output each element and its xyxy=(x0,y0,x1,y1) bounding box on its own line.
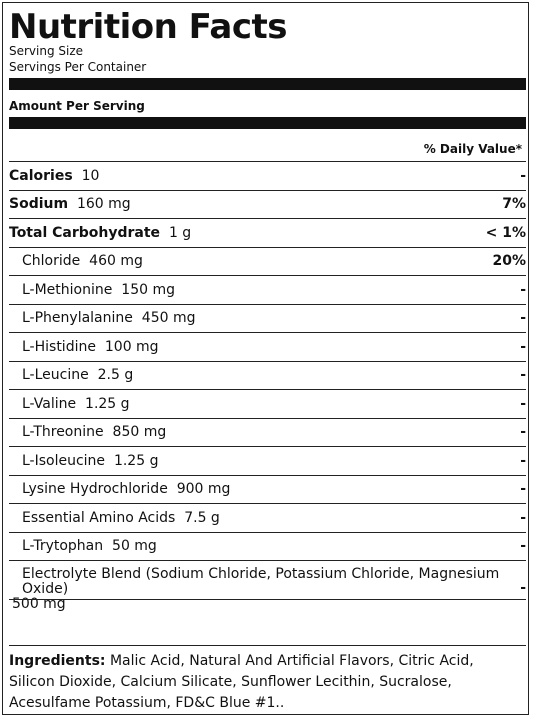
ingredients-label: Ingredients: xyxy=(9,653,106,669)
nutrient-rows xyxy=(9,161,526,612)
nutrient-name: Calories xyxy=(9,167,73,184)
nutrient-daily-value: - xyxy=(520,580,526,596)
nutrient-name: L-Histidine xyxy=(22,338,96,355)
nutrient-name: L-Leucine xyxy=(22,367,89,384)
nutrient-daily-value: - xyxy=(520,538,526,555)
nutrient-name: L-Methionine xyxy=(22,281,113,298)
nutrient-daily-value: - xyxy=(520,281,526,298)
nutrient-daily-value: - xyxy=(520,481,526,498)
nutrient-row-l-histidine xyxy=(9,332,526,361)
nutrient-name: Electrolyte Blend (Sodium Chloride, Potassium Chloride, Magnesium Oxide) xyxy=(22,566,500,597)
nutrient-daily-value: - xyxy=(520,338,526,355)
nutrient-row-l-methionine xyxy=(9,275,526,304)
nutrient-amount: 900 mg xyxy=(176,481,231,498)
nutrient-row-l-isoleucine xyxy=(9,446,526,475)
nutrient-daily-value: - xyxy=(520,310,526,327)
nutrient-name: L-Threonine xyxy=(22,424,104,441)
nutrient-row-calories xyxy=(9,161,526,190)
nutrient-row-l-phenylalanine xyxy=(9,304,526,333)
nutrient-daily-value: - xyxy=(520,509,526,526)
thick-divider-top xyxy=(9,78,526,90)
nutrient-daily-value: - xyxy=(520,367,526,384)
nutrient-row-essential-amino-acids xyxy=(9,503,526,532)
nutrient-name: Chloride xyxy=(22,253,81,270)
nutrient-amount: 1.25 g xyxy=(85,395,130,412)
nutrient-row-chloride xyxy=(9,247,526,276)
nutrient-name: L-Valine xyxy=(22,395,77,412)
nutrient-daily-value: 20% xyxy=(492,253,526,270)
nutrient-name: Essential Amino Acids xyxy=(22,509,176,526)
nutrient-daily-value: < 1% xyxy=(485,224,526,241)
divider-before-ingredients xyxy=(9,645,526,646)
nutrient-row-electrolyte-blend xyxy=(9,560,526,612)
nutrient-amount: 460 mg xyxy=(89,253,143,270)
nutrient-name: Lysine Hydrochloride xyxy=(22,481,168,498)
nutrient-daily-value: - xyxy=(520,452,526,469)
nutrient-row-l-threonine xyxy=(9,418,526,447)
nutrient-name: L-Trytophan xyxy=(22,538,104,555)
nutrient-amount: 160 mg xyxy=(76,196,131,213)
nutrition-facts-label xyxy=(2,2,529,715)
nutrient-amount: 7.5 g xyxy=(184,509,220,526)
nutrient-amount: 850 mg xyxy=(112,424,167,441)
nutrient-name: L-Phenylalanine xyxy=(22,310,133,327)
label-title: Nutrition Facts xyxy=(9,7,287,47)
nutrient-row-l-trytophan xyxy=(9,532,526,561)
nutrient-amount: 100 mg xyxy=(104,338,159,355)
daily-value-header: % Daily Value* xyxy=(423,142,522,156)
nutrient-amount: 450 mg xyxy=(141,310,196,327)
nutrient-daily-value: 7% xyxy=(502,196,526,213)
nutrient-amount: 500 mg xyxy=(12,596,66,612)
nutrient-row-l-leucine xyxy=(9,361,526,390)
nutrient-row-sodium xyxy=(9,190,526,219)
nutrient-daily-value: - xyxy=(520,424,526,441)
nutrient-amount: 10 xyxy=(81,167,100,184)
nutrient-daily-value: - xyxy=(520,167,526,184)
nutrient-daily-value: - xyxy=(520,395,526,412)
nutrient-row-lysine-hydrochloride xyxy=(9,475,526,504)
nutrient-amount: 150 mg xyxy=(121,281,175,298)
nutrient-name: Total Carbohydrate xyxy=(9,224,161,241)
nutrient-amount: 2.5 g xyxy=(97,367,134,384)
nutrient-name: Sodium xyxy=(9,196,69,213)
ingredients-text: Malic Acid, Natural And Artificial Flavors, Citric Acid, Silicon Dioxide, Calcium Silicate, Sunflower Lecithin, Sucralose, Acesulfame Potassium, FD&C Blue #1.. xyxy=(9,653,474,711)
divider-after-rows xyxy=(9,599,526,600)
serving-size: Serving Size xyxy=(9,44,84,58)
nutrient-amount: 50 mg xyxy=(112,538,157,555)
nutrient-amount: 1.25 g xyxy=(113,452,159,469)
thick-divider-middle xyxy=(9,117,526,129)
nutrient-amount: 1 g xyxy=(168,224,192,241)
amount-per-serving: Amount Per Serving xyxy=(9,99,145,113)
servings-per-container: Servings Per Container xyxy=(9,60,147,74)
ingredients-section xyxy=(9,651,514,714)
nutrient-row-total-carbohydrate xyxy=(9,218,526,247)
nutrient-name: L-Isoleucine xyxy=(22,452,106,469)
nutrient-row-l-valine xyxy=(9,389,526,418)
